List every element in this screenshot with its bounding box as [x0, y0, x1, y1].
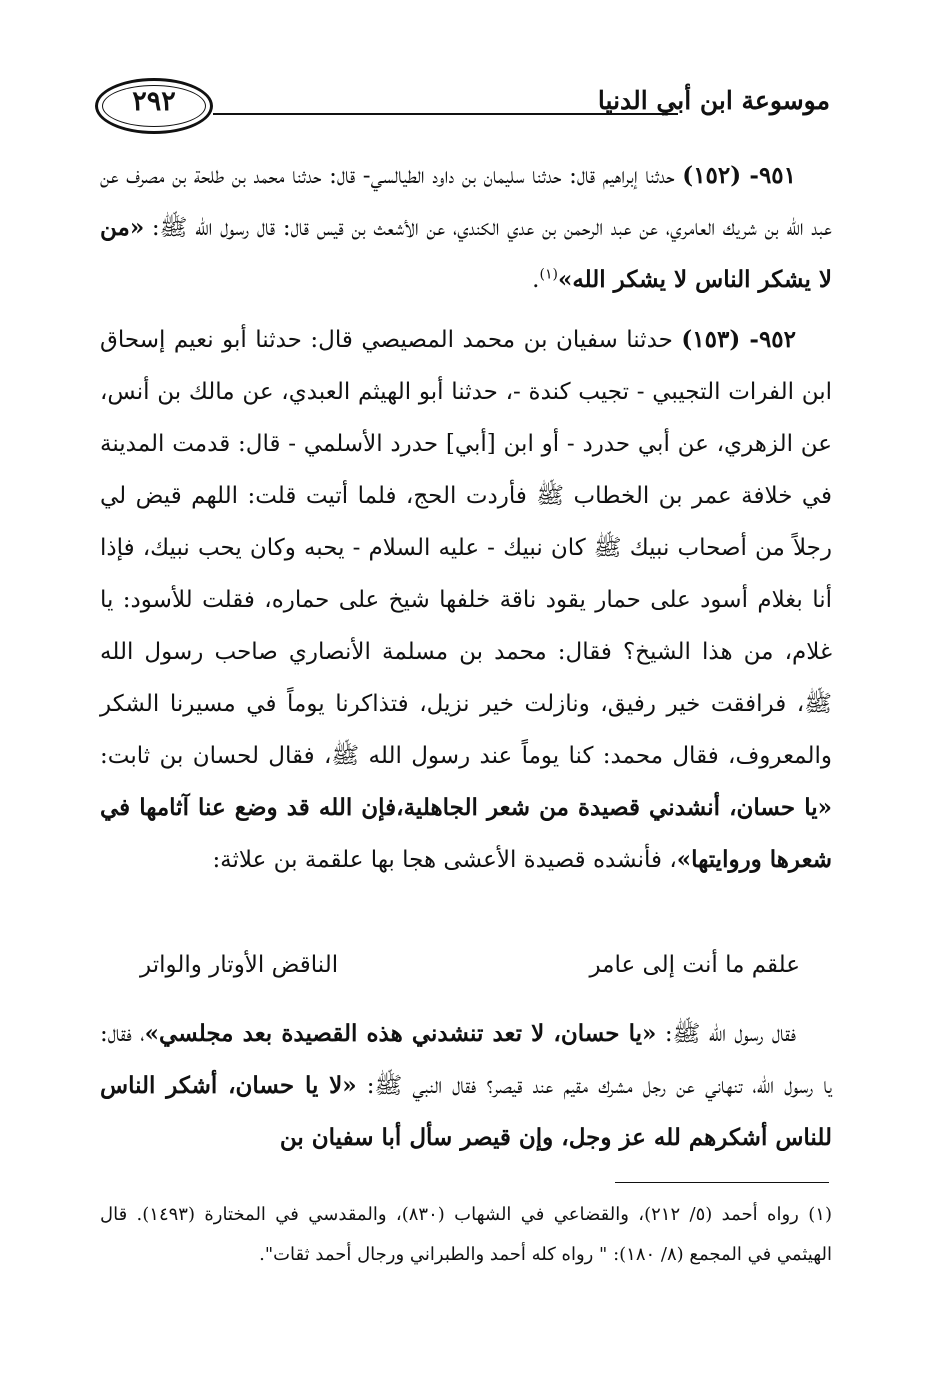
page-header — [95, 78, 830, 140]
book-title: موسوعة ابن أبي الدنيا — [597, 86, 830, 115]
prophet-quote: «لا يا حسان، أشكر الناس للناس أشكرهم لله عز وجل، وإن قيصر سأل أبا سفيان بن — [100, 1072, 832, 1151]
continuation-text — [100, 1008, 832, 1164]
hadith-951 — [100, 150, 832, 306]
narration-text: ، فقال: يا رسول الله، تنهاني عن رجل مشرك مقيم عند قيصر؟ فقال النبي ﷺ: — [100, 1021, 832, 1099]
narration-text: فقال رسول الله ﷺ: — [656, 1021, 796, 1047]
hadith-end: . — [532, 267, 540, 293]
prophet-quote: «يا حسان، لا تعد تنشدني هذه القصيدة بعد مجلسي» — [144, 1020, 657, 1047]
poetry-verse — [140, 952, 800, 1002]
verse-first-hemistich: علقم ما أنت إلى عامر — [589, 952, 800, 978]
hadith-text: حدثنا سفيان بن محمد المصيصي قال: حدثنا أبو نعيم إسحاق ابن الفرات التجيبي - تجيب كندة -، حدثنا أبو الهيثم العبدي، عن مالك بن أنس، عن الزهري، عن أبي حدرد - أو ابن [أبي] حدرد الأسلمي - قال: قدمت المدينة في خلافة عمر بن الخطاب ﷺ فأردت الحج، فلما أتيت قلت: اللهم قيض لي رجلاً من أصحاب نبيك ﷺ كان نبيك - عليه السلام - يحبه وكان يحب نبيك، فإذا أنا بغلام أسود على حمار يقود ناقة خلفها شيخ على حماره، فقلت للأسود: يا غلام، من هذا الشيخ؟ فقال: محمد بن مسلمة الأنصاري صاحب رسول الله ﷺ، فرافقت خير رفيق، ونازلت خير نزيل، فتذاكرنا يوماً في مسيرنا الشكر والمعروف، فقال محمد: كنا يوماً عند رسول الله ﷺ، فقال لحسان بن ثابت: — [100, 327, 832, 769]
verse-second-hemistich: الناقض الأوتار والواتر — [140, 952, 339, 978]
hadith-quote: «من لا يشكر الناس لا يشكر الله» — [100, 214, 832, 293]
main-text — [100, 150, 832, 886]
hadith-number: ٩٥١- (١٥٢) — [682, 162, 796, 189]
hadith-952 — [100, 314, 832, 886]
hadith-number: ٩٥٢- (١٥٣) — [681, 326, 796, 353]
footnote: (١) رواه أحمد (٥/ ٢١٢)، والقضاعي في الشهاب (٨٣٠)، والمقدسي في المختارة (١٤٩٣). قال الهيثمي في المجمع (٨/ ١٨٠): " رواه كله أحمد والطبراني ورجال أحمد ثقات". — [100, 1204, 832, 1265]
hadith-quote: «يا حسان، أنشدني قصيدة من شعر الجاهلية،فإن الله قد وضع عنا آثامها في شعرها وروايتها» — [100, 794, 832, 873]
continuation-paragraph — [100, 1008, 832, 1164]
footnote-ref: (١) — [539, 266, 558, 283]
hadith-text-continued: ، فأنشده قصيدة الأعشى هجا بها علقمة بن علاثة: — [212, 847, 677, 873]
hadith-text: حدثنا إبراهيم قال: حدثنا سليمان بن داود الطيالسي- قال: حدثنا محمد بن طلحة بن مصرف عن عبد الله بن شريك العامري، عن عبد الرحمن بن عدي الكندي، عن الأشعث بن قيس قال: قال رسول الله ﷺ: — [100, 163, 832, 241]
page-number: ٢٩٢ — [132, 86, 176, 117]
footnote-separator — [615, 1182, 829, 1183]
